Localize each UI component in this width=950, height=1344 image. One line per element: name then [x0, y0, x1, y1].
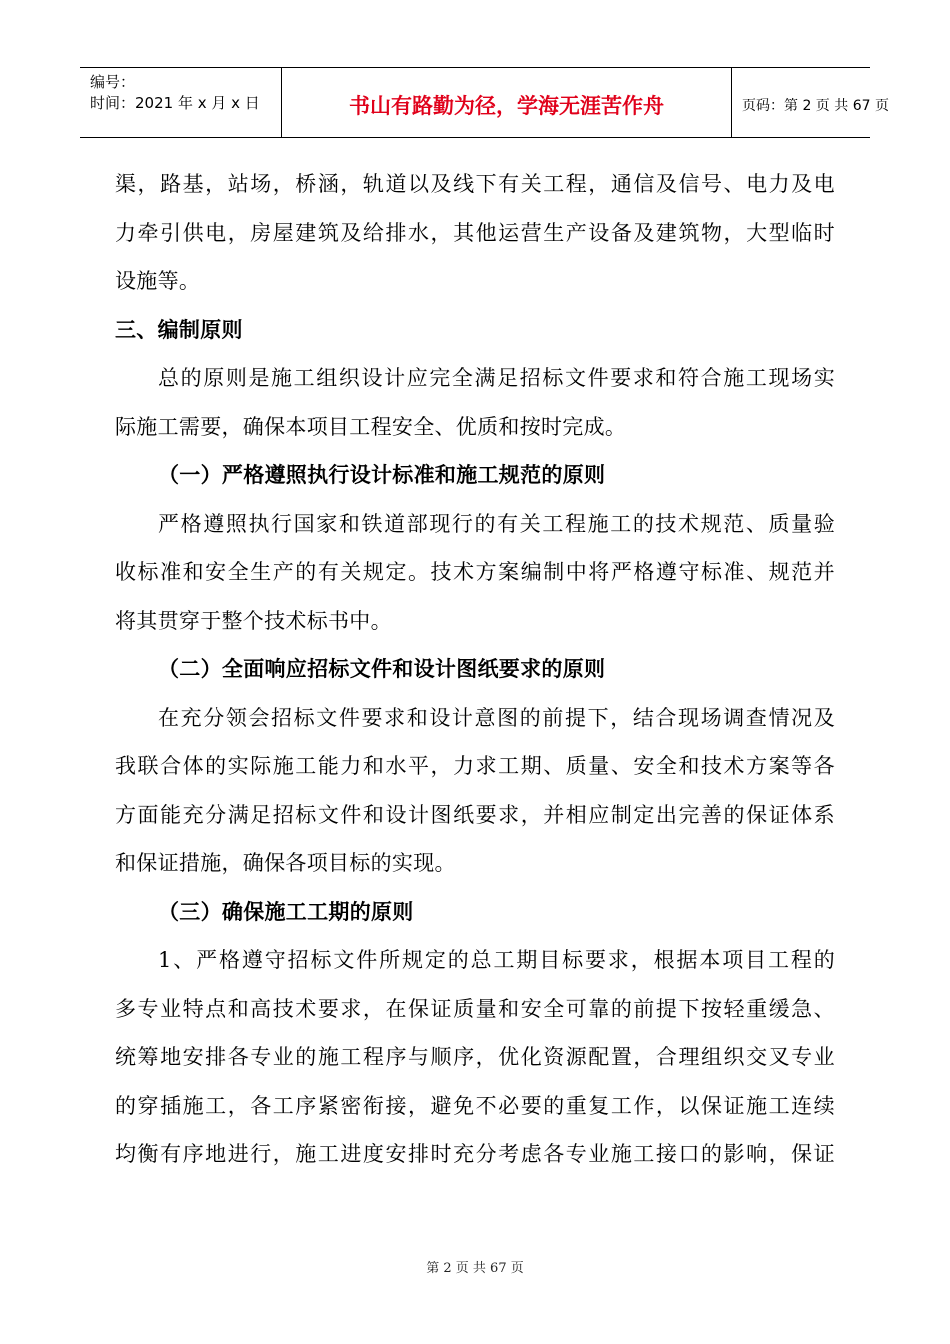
subsection-heading: （三）确保施工工期的原则 [158, 899, 414, 924]
body-line: 1、严格遵守招标文件所规定的总工期目标要求，根据本项目工程的 [158, 948, 835, 972]
document-time-label: 时间：2021 年 x 月 x 日 [90, 94, 260, 112]
header-page-number: 页码：第 2 页 共 67 页 [742, 97, 889, 114]
page-footer: 第 2 页 共 67 页 [426, 1261, 524, 1276]
subsection-heading: （二）全面响应招标文件和设计图纸要求的原则 [158, 657, 606, 681]
body-line: 严格遵照执行国家和铁道部现行的有关工程施工的技术规范、质量验 [158, 511, 835, 536]
body-line: 总的原则是施工组织设计应完全满足招标文件要求和符合施工现场实 [158, 366, 835, 390]
body-line: 多专业特点和高技术要求，在保证质量和安全可靠的前提下按轻重缓急、 [115, 996, 835, 1021]
body-line: 在充分领会招标文件要求和设计意图的前提下，结合现场调查情况及 [158, 705, 835, 730]
body-line: 力牵引供电，房屋建筑及给排水，其他运营生产设备及建筑物，大型临时 [115, 220, 835, 245]
body-line: 收标准和安全生产的有关规定。技术方案编制中将严格遵守标准、规范并 [115, 560, 835, 584]
subsection-heading: （一）严格遵照执行设计标准和施工规范的原则 [158, 463, 606, 487]
body-line: 我联合体的实际施工能力和水平，力求工期、质量、安全和技术方案等各 [115, 754, 835, 778]
header-meta [80, 68, 282, 137]
header-motto: 书山有路勤为径，学海无涯苦作舟 [282, 68, 732, 137]
body-line: 的穿插施工，各工序紧密衔接，避免不必要的重复工作，以保证施工连续 [115, 1093, 835, 1118]
body-line: 方面能充分满足招标文件和设计图纸要求，并相应制定出完善的保证体系 [115, 802, 835, 827]
document-body [115, 160, 835, 1179]
body-line: 将其贯穿于整个技术标书中。 [115, 608, 392, 633]
body-line: 渠，路基，站场，桥涵，轨道以及线下有关工程，通信及信号、电力及电 [115, 172, 835, 196]
body-line: 统筹地安排各专业的施工程序与顺序，优化资源配置，合理组织交叉专业 [115, 1045, 835, 1069]
body-line: 际施工需要，确保本项目工程安全、优质和按时完成。 [115, 414, 627, 439]
page-header [80, 67, 889, 138]
section-heading: 三、编制原则 [115, 317, 243, 342]
body-line: 和保证措施，确保各项目标的实现。 [115, 851, 456, 875]
body-line: 均衡有序地进行，施工进度安排时充分考虑各专业施工接口的影响，保证 [115, 1142, 835, 1166]
document-number-label: 编号： [90, 73, 136, 91]
body-line: 设施等。 [115, 269, 201, 293]
